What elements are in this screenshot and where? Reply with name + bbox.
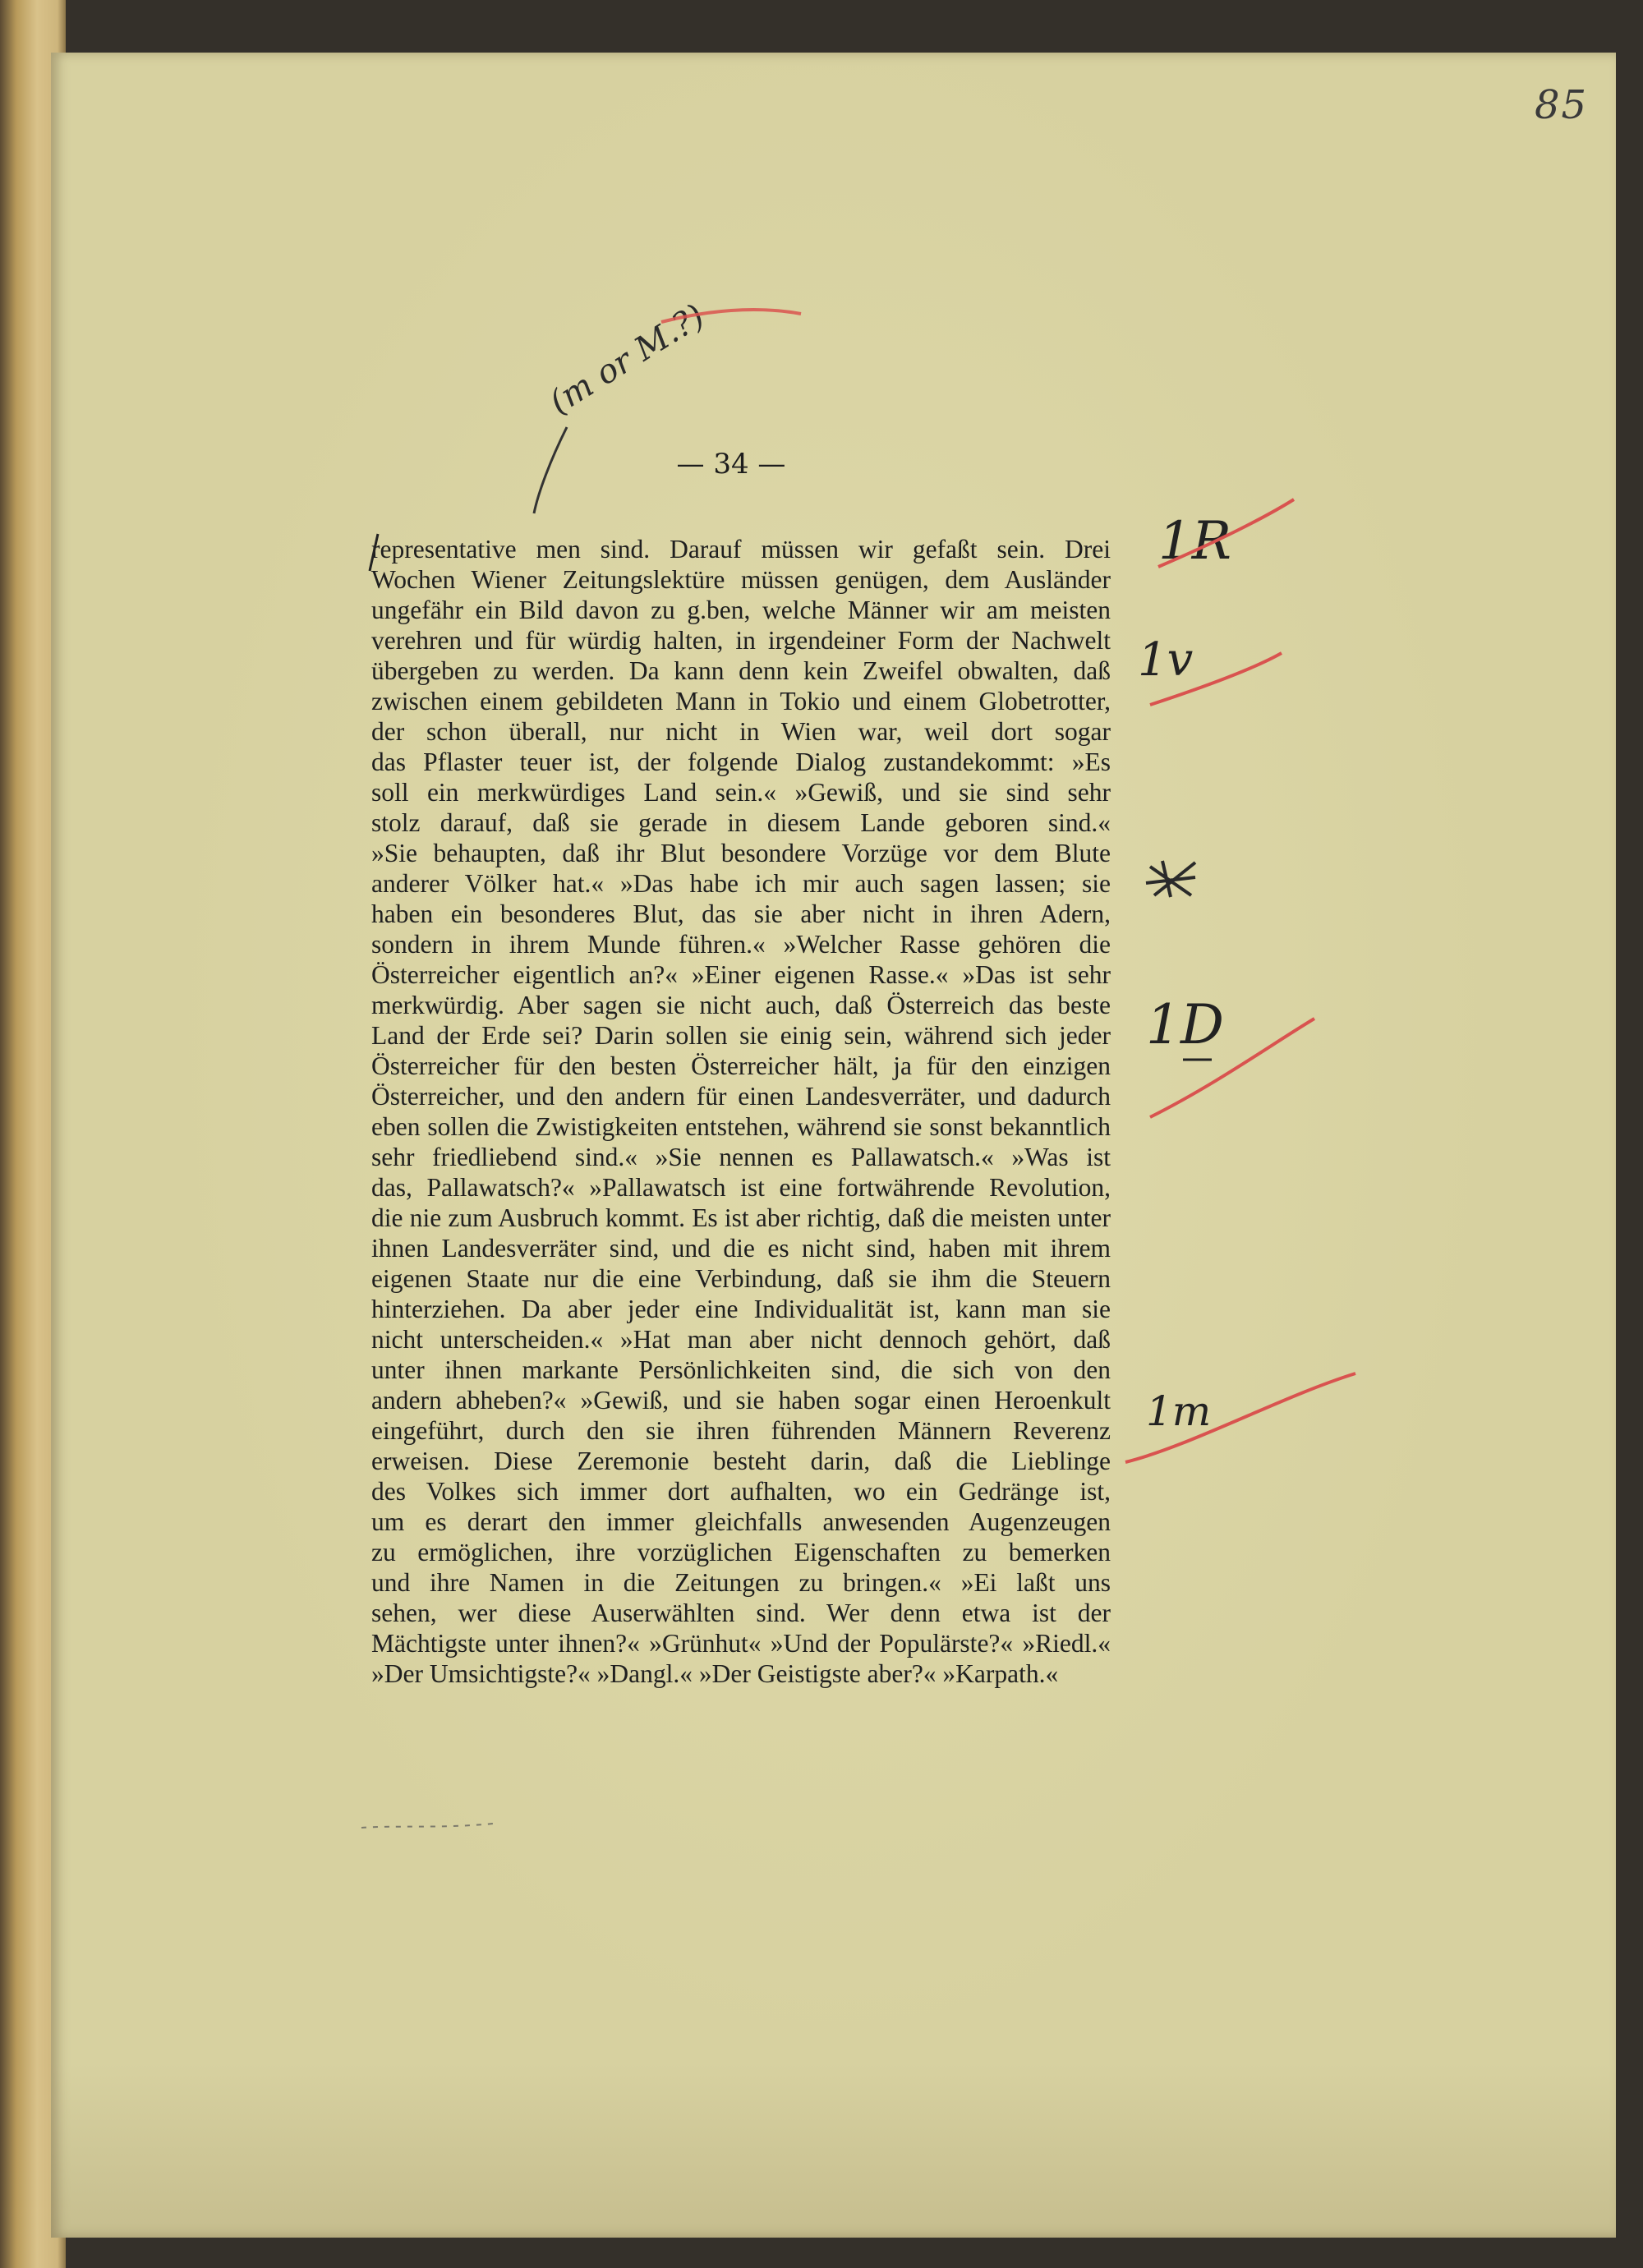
- text-line: soll ein merkwürdiges Land sein.« »Gewiß, und sie sind sehr: [371, 778, 1111, 807]
- margin-mark-3: 1D: [1146, 993, 1224, 1056]
- text-line: um es derart den immer gleichfalls anwesenden Augenzeugen: [371, 1507, 1111, 1536]
- text-line: nicht unterscheiden.« »Hat man aber nicht dennoch gehört, daß: [371, 1325, 1111, 1354]
- text-line: sehen, wer diese Auserwählten sind. Wer denn etwa ist der: [371, 1599, 1111, 1627]
- text-line: verehren und für würdig halten, in irgendeiner Form der Nachwelt: [371, 626, 1111, 655]
- text-line: eingeführt, durch den sie ihren führenden Männern Reverenz: [371, 1416, 1111, 1445]
- text-line: zwischen einem gebildeten Mann in Tokio und einem Globetrotter,: [371, 687, 1111, 715]
- text-line: Österreicher, und den andern für einen Landesverräter, und dadurch: [371, 1082, 1111, 1111]
- faint-pencil-line: [361, 1824, 493, 1828]
- text-line: sehr friedliebend sind.« »Sie nennen es Pallawatsch.« »Was ist: [371, 1143, 1111, 1171]
- text-line: eben sollen die Zwistigkeiten entstehen, während sie sonst bekanntlich: [371, 1112, 1111, 1141]
- text-line: und ihre Namen in die Zeitungen zu bringen.« »Ei laßt uns: [371, 1568, 1111, 1597]
- margin-mark-4: 1m: [1146, 1387, 1212, 1435]
- text-line: anderer Völker hat.« »Das habe ich mir auch sagen lassen; sie: [371, 869, 1111, 898]
- page-number: — 34 —: [676, 448, 786, 481]
- text-line: »Der Umsichtigste?« »Dangl.« »Der Geistigste aber?« »Karpath.«: [371, 1659, 1059, 1688]
- text-line: sondern in ihrem Munde führen.« »Welcher Rasse gehören die: [371, 930, 1111, 959]
- text-line: des Volkes sich immer dort aufhalten, wo ein Gedränge ist,: [371, 1477, 1111, 1506]
- text-line: ihnen Landesverräter sind, und die es nicht sind, haben mit ihrem: [371, 1234, 1111, 1263]
- text-line: Wochen Wiener Zeitungslektüre müssen genügen, dem Ausländer: [371, 565, 1111, 594]
- text-line: merkwürdig. Aber sagen sie nicht auch, daß Österreich das beste: [371, 991, 1111, 1019]
- text-line: Land der Erde sei? Darin sollen sie einig sein, während sich jeder: [371, 1021, 1111, 1050]
- text-line: »Sie behaupten, daß ihr Blut besondere Vorzüge vor dem Blute: [371, 839, 1111, 867]
- pencil-stroke-first-letter: [370, 534, 378, 571]
- text-line: Österreicher für den besten Österreicher hält, ja für den einzigen: [371, 1051, 1111, 1080]
- margin-mark-1: 1R: [1158, 511, 1231, 572]
- text-line: die nie zum Ausbruch kommt. Es ist aber richtig, daß die meisten unter: [371, 1203, 1111, 1232]
- text-line: Österreicher eigentlich an?« »Einer eigenen Rasse.« »Das ist sehr: [371, 960, 1111, 989]
- text-line: eigenen Staate nur die eine Verbindung, daß sie ihm die Steuern: [371, 1264, 1111, 1293]
- margin-mark-2: 1v: [1138, 633, 1194, 687]
- folio-number: 85: [1535, 82, 1589, 128]
- text-line: das, Pallawatsch?« »Pallawatsch ist eine fortwährende Revolution,: [371, 1173, 1111, 1202]
- text-line: der schon überall, nur nicht in Wien war, weil dort sogar: [371, 717, 1111, 746]
- text-line: representative men sind. Darauf müssen wir gefaßt sein. Drei: [371, 535, 1111, 564]
- text-line: das Pflaster teuer ist, der folgende Dialog zustandekommt: »Es: [371, 748, 1111, 776]
- text-line: andern abheben?« »Gewiß, und sie haben sogar einen Heroenkult: [371, 1386, 1111, 1415]
- crossed-out-scribble: [1146, 861, 1195, 897]
- text-line: haben ein besonderes Blut, das sie aber nicht in ihren Adern,: [371, 899, 1111, 928]
- text-line: hinterziehen. Da aber jeder eine Individualität ist, kann man sie: [371, 1295, 1111, 1323]
- text-line: stolz darauf, daß sie gerade in diesem Lande geboren sind.«: [371, 808, 1111, 837]
- text-line: unter ihnen markante Persönlichkeiten sind, die sich von den: [371, 1355, 1111, 1384]
- text-line: erweisen. Diese Zeremonie besteht darin, daß die Lieblinge: [371, 1447, 1111, 1475]
- pencil-bracket: [534, 427, 567, 513]
- pencil-note-top: (m or M.?): [542, 297, 711, 422]
- text-line: ungefähr ein Bild davon zu g.ben, welche Männer wir am meisten: [371, 596, 1111, 624]
- text-line: Mächtigste unter ihnen?« »Grünhut« »Und der Populärste?« »Riedl.«: [371, 1629, 1111, 1658]
- text-line: zu ermöglichen, ihre vorzüglichen Eigenschaften zu bemerken: [371, 1538, 1111, 1566]
- text-line: übergeben zu werden. Da kann denn kein Zweifel obwalten, daß: [371, 656, 1111, 685]
